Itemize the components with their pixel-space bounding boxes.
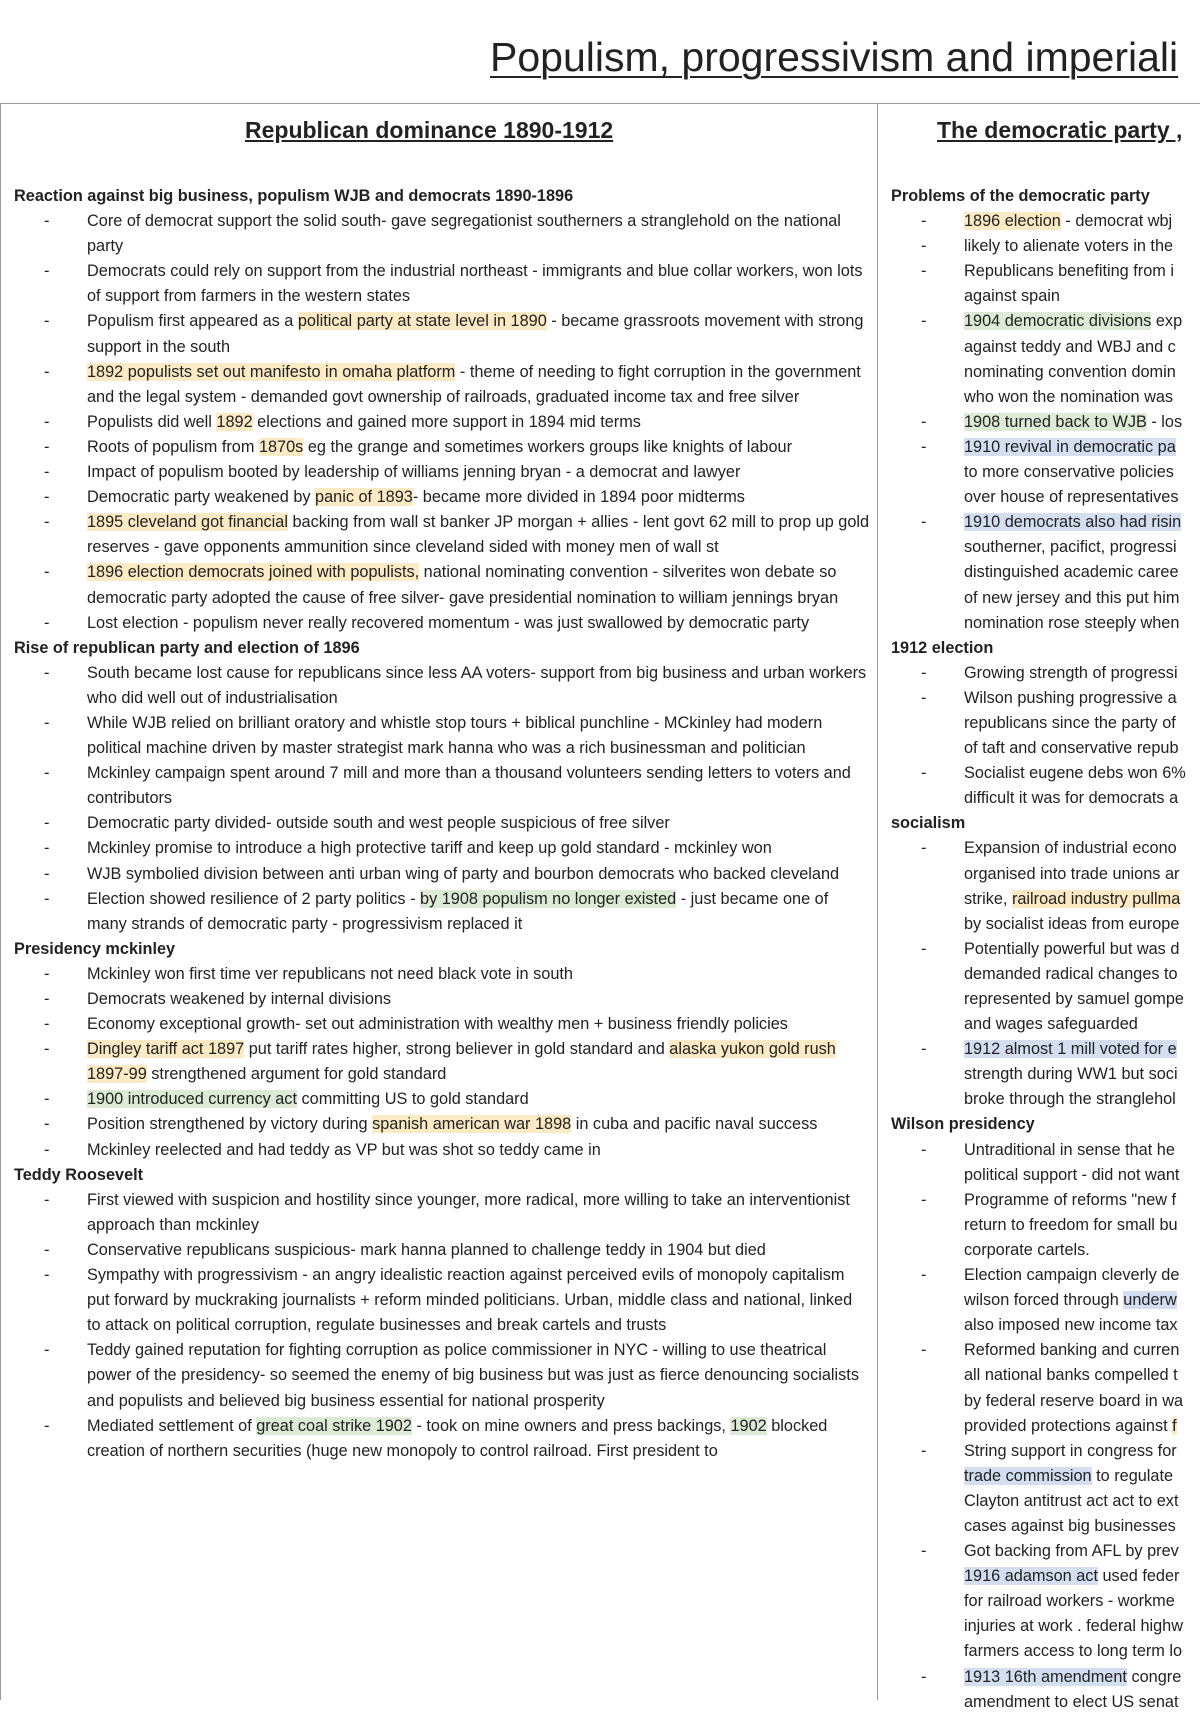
bullet-item: - Expansion of industrial econo (891, 836, 1200, 861)
bullet-item: - Election showed resilience of 2 party politics - by 1908 populism no longer existed - just became one of many strands of democratic party - progressivism replaced it (14, 887, 870, 937)
bullet-continuation: of new jersey and this put him (964, 588, 1180, 607)
bullet-item: - Democratic party weakened by panic of 1893- became more divided in 1894 poor midterms (14, 485, 870, 510)
section-heading: socialism (891, 814, 966, 833)
bullet-item: - 1908 turned back to WJB - los (891, 410, 1200, 435)
bullet-item: - Mckinley promise to introduce a high protective tariff and keep up gold standard - mckinley won (14, 836, 870, 861)
bullet-continuation: nominating convention domin (964, 362, 1176, 381)
bullet-item: - Election campaign cleverly de (891, 1263, 1200, 1288)
bullet-continuation: farmers access to long term lo (964, 1642, 1183, 1661)
bullet-continuation: corporate cartels. (964, 1240, 1090, 1259)
highlight: 1912 almost 1 mill voted for e (964, 1040, 1177, 1059)
bullet-item: - Democrats could rely on support from the industrial northeast - immigrants and blue collar workers, won lots of support from farmers in the western states (14, 259, 870, 309)
section-heading: Wilson presidency (891, 1115, 1035, 1134)
highlight: 1910 democrats also had risin (964, 513, 1182, 532)
highlight: alaska yukon gold rush 1897-99 (87, 1040, 836, 1084)
bullet-item: - WJB symbolied division between anti urban wing of party and bourbon democrats who backed cleveland (14, 862, 870, 887)
bullet-item: - Reformed banking and curren (891, 1338, 1200, 1363)
bullet-continuation: by federal reserve board in wa (964, 1391, 1184, 1410)
bullet-continuation: difficult it was for democrats a (964, 789, 1179, 808)
bullet-item: - 1892 populists set out manifesto in omaha platform - theme of needing to fight corruption in the government and the legal system - demanded govt ownership of railroads, graduated income tax and free silver (14, 360, 870, 410)
bullet-item: - Lost election - populism never really recovered momentum - was just swallowed by democratic party (14, 611, 870, 636)
highlight: panic of 1893 (315, 488, 413, 507)
highlight: 1916 adamson act (964, 1567, 1098, 1586)
section-heading: Problems of the democratic party (891, 187, 1150, 205)
left-column-heading: Republican dominance 1890-1912 (245, 117, 614, 143)
bullet-continuation: nomination rose steeply when (964, 613, 1180, 632)
highlight: 1904 democratic divisions (964, 312, 1152, 331)
bullet-item (891, 1037, 1200, 1062)
bullet-continuation: trade commission to regulate (964, 1466, 1174, 1485)
left-column (14, 184, 870, 1700)
bullet-item: - Growing strength of progressi (891, 661, 1200, 686)
bullet-continuation: broke through the stranglehol (964, 1090, 1176, 1109)
page-title: Populism, progressivism and imperiali (490, 34, 1179, 80)
bullet-item: - 1895 cleveland got financial backing from wall st banker JP morgan + allies - lent govt 62 mill to prop up gold reserves - gave opponents ammunition since cleveland sided with money men of wall st (14, 510, 870, 560)
bullet-continuation: cases against big businesses (964, 1516, 1176, 1535)
highlight: 1913 16th amendment (964, 1667, 1127, 1686)
highlight: 1910 revival in democratic pa (964, 437, 1176, 456)
bullet-continuation: distinguished academic caree (964, 563, 1179, 582)
highlight: f (1172, 1416, 1177, 1435)
bullet-item (891, 435, 1200, 460)
section-heading: Teddy Roosevelt (14, 1165, 144, 1184)
bullet-item: - 1904 democratic divisions exp (891, 309, 1200, 334)
bullet-continuation: return to freedom for small bu (964, 1215, 1178, 1234)
bullet-continuation: political support - did not want (964, 1165, 1180, 1184)
bullet-continuation: over house of representatives (964, 488, 1179, 507)
highlight: 1900 introduced currency act (87, 1090, 297, 1109)
bullet-item: - Populism first appeared as a political party at state level in 1890 - became grassroots movement with strong support in the south (14, 309, 870, 359)
bullet-item: - 1896 election democrats joined with populists, national nominating convention - silverites won debate so democratic party adopted the cause of free silver- gave presidential nomination to william jennings bryan (14, 560, 870, 610)
bullet-item: - Democratic party divided- outside south and west people suspicious of free silver (14, 811, 870, 836)
highlight: 1870s (258, 437, 304, 456)
bullet-continuation: of taft and conservative repub (964, 739, 1179, 758)
bullet-continuation: and wages safeguarded (964, 1015, 1138, 1034)
bullet-item: - 1900 introduced currency act committing US to gold standard (14, 1087, 870, 1112)
bullet-continuation: by socialist ideas from europe (964, 914, 1180, 933)
section-heading: Rise of republican party and election of 1896 (14, 638, 360, 657)
bullet-item: - Dingley tariff act 1897 put tariff rates higher, strong believer in gold standard and alaska yukon gold rush 1897-99 strengthened argument for gold standard (14, 1037, 870, 1087)
highlight: by 1908 populism no longer existed (420, 889, 677, 908)
bullet-item: - 1913 16th amendment congre (891, 1665, 1200, 1690)
bullet-continuation: 1916 adamson act used feder (964, 1567, 1180, 1586)
bullet-continuation: against spain (964, 287, 1060, 306)
bullet-continuation: all national banks compelled t (964, 1366, 1178, 1385)
bullet-continuation: for railroad workers - workme (964, 1592, 1175, 1611)
bullet-continuation: southerner, pacifict, progressi (964, 538, 1177, 557)
bullet-item: - Socialist eugene debs won 6% (891, 761, 1200, 786)
highlight: 1892 (216, 412, 253, 431)
highlight: political party at state level in 1890 (297, 312, 547, 331)
bullet-item: - Potentially powerful but was d (891, 937, 1200, 962)
bullet-continuation: injuries at work . federal highw (964, 1617, 1183, 1636)
highlight: Dingley tariff act 1897 (87, 1040, 245, 1059)
bullet-item: - 1896 election - democrat wbj (891, 209, 1200, 234)
highlight: trade commission (964, 1466, 1092, 1485)
bullet-continuation: who won the nomination was (964, 387, 1174, 406)
highlight: railroad industry pullma (1011, 889, 1181, 908)
highlight: great coal strike 1902 (256, 1416, 412, 1435)
bullet-item: - Republicans benefiting from i (891, 259, 1200, 284)
bullet-item: - Sympathy with progressivism - an angry idealistic reaction against perceived evils of monopoly capitalism put forward by muckraking journalists + reform minded politicians. Urban, middle class and national, linked to attack on political corruption, regulate businesses and break cartels and trusts (14, 1263, 870, 1338)
highlight: 1892 populists set out manifesto in omaha platform (87, 362, 456, 381)
bullet-item: - Mediated settlement of great coal strike 1902 - took on mine owners and press backings, 1902 blocked creation of northern securities (huge new monopoly to control railroad. First president to (14, 1414, 870, 1464)
bullet-item: - Populists did well 1892 elections and gained more support in 1894 mid terms (14, 410, 870, 435)
highlight: 1896 election democrats joined with populists, (87, 563, 420, 582)
section-heading: Reaction against big business, populism WJB and democrats 1890-1896 (14, 187, 574, 205)
bullet-item: - Teddy gained reputation for fighting corruption as police commissioner in NYC - willing to use theatrical power of the presidency- so seemed the enemy of big business but was just as fierce denouncing socialists and populists and believed big business essential for national prosperity (14, 1338, 870, 1413)
bullet-continuation: organised into trade unions ar (964, 864, 1180, 883)
bullet-continuation: amendment to elect US senat (964, 1692, 1179, 1711)
right-column-heading: The democratic party , (937, 117, 1183, 143)
bullet-continuation: strike, railroad industry pullma (964, 889, 1181, 908)
bullet-item (891, 510, 1200, 535)
highlight: 1902 (730, 1416, 767, 1435)
bullet-continuation: also imposed new income tax (964, 1316, 1178, 1335)
bullet-item: - South became lost cause for republicans since less AA voters- support from big business and urban workers who did well out of industrialisation (14, 661, 870, 711)
section-heading: Presidency mckinley (14, 939, 176, 958)
bullet-item: - Roots of populism from 1870s eg the grange and sometimes workers groups like knights of labour (14, 435, 870, 460)
bullet-item: - Mckinley reelected and had teddy as VP but was shot so teddy came in (14, 1138, 870, 1163)
header-divider (0, 103, 1200, 104)
bullet-item: - Economy exceptional growth- set out administration with wealthy men + business friendly policies (14, 1012, 870, 1037)
left-border (0, 103, 1, 1700)
bullet-item: - Got backing from AFL by prev (891, 1539, 1200, 1564)
right-column (891, 184, 1200, 1711)
bullet-continuation: against teddy and WBJ and c (964, 337, 1176, 356)
bullet-continuation: provided protections against f (964, 1416, 1177, 1435)
bullet-item: - Democrats weakened by internal divisions (14, 987, 870, 1012)
highlight: 1896 election (964, 212, 1061, 231)
bullet-item: - Impact of populism booted by leadership of williams jenning bryan - a democrat and lawyer (14, 460, 870, 485)
section-heading: 1912 election (891, 638, 994, 657)
bullet-continuation: to more conservative policies (964, 463, 1174, 482)
bullet-item: - Position strengthened by victory during spanish american war 1898 in cuba and pacific naval success (14, 1112, 870, 1137)
highlight: 1895 cleveland got financial (87, 513, 288, 532)
bullet-item: - First viewed with suspicion and hostility since younger, more radical, more willing to take an interventionist approach than mckinley (14, 1188, 870, 1238)
bullet-item: - Conservative republicans suspicious- mark hanna planned to challenge teddy in 1904 but died (14, 1238, 870, 1263)
bullet-continuation: wilson forced through underw (964, 1291, 1177, 1310)
bullet-item: - Mckinley campaign spent around 7 mill and more than a thousand volunteers sending letters to voters and contributors (14, 761, 870, 811)
bullet-item: - Mckinley won first time ver republicans not need black vote in south (14, 962, 870, 987)
bullet-continuation: - likely to alienate voters in the (891, 234, 1200, 259)
bullet-continuation: strength during WW1 but soci (964, 1065, 1178, 1084)
bullet-continuation: demanded radical changes to (964, 964, 1178, 983)
bullet-item: - Untraditional in sense that he (891, 1138, 1200, 1163)
bullet-item: - Core of democrat support the solid south- gave segregationist southerners a stranglehold on the national party (14, 209, 870, 259)
highlight: 1908 turned back to WJB (964, 412, 1147, 431)
bullet-continuation: republicans since the party of (964, 713, 1176, 732)
column-divider (877, 103, 878, 1700)
bullet-item: - Programme of reforms "new f (891, 1188, 1200, 1213)
bullet-item: - Wilson pushing progressive a (891, 686, 1200, 711)
bullet-continuation: Clayton antitrust act act to ext (964, 1491, 1179, 1510)
bullet-item: - While WJB relied on brilliant oratory and whistle stop tours + biblical punchline - MCkinley had modern political machine driven by master strategist mark hanna who was a rich businessman and politician (14, 711, 870, 761)
bullet-continuation: represented by samuel gompe (964, 990, 1184, 1008)
highlight: underw (1123, 1291, 1177, 1310)
bullet-item: - String support in congress for (891, 1439, 1200, 1464)
highlight: spanish american war 1898 (372, 1115, 572, 1134)
